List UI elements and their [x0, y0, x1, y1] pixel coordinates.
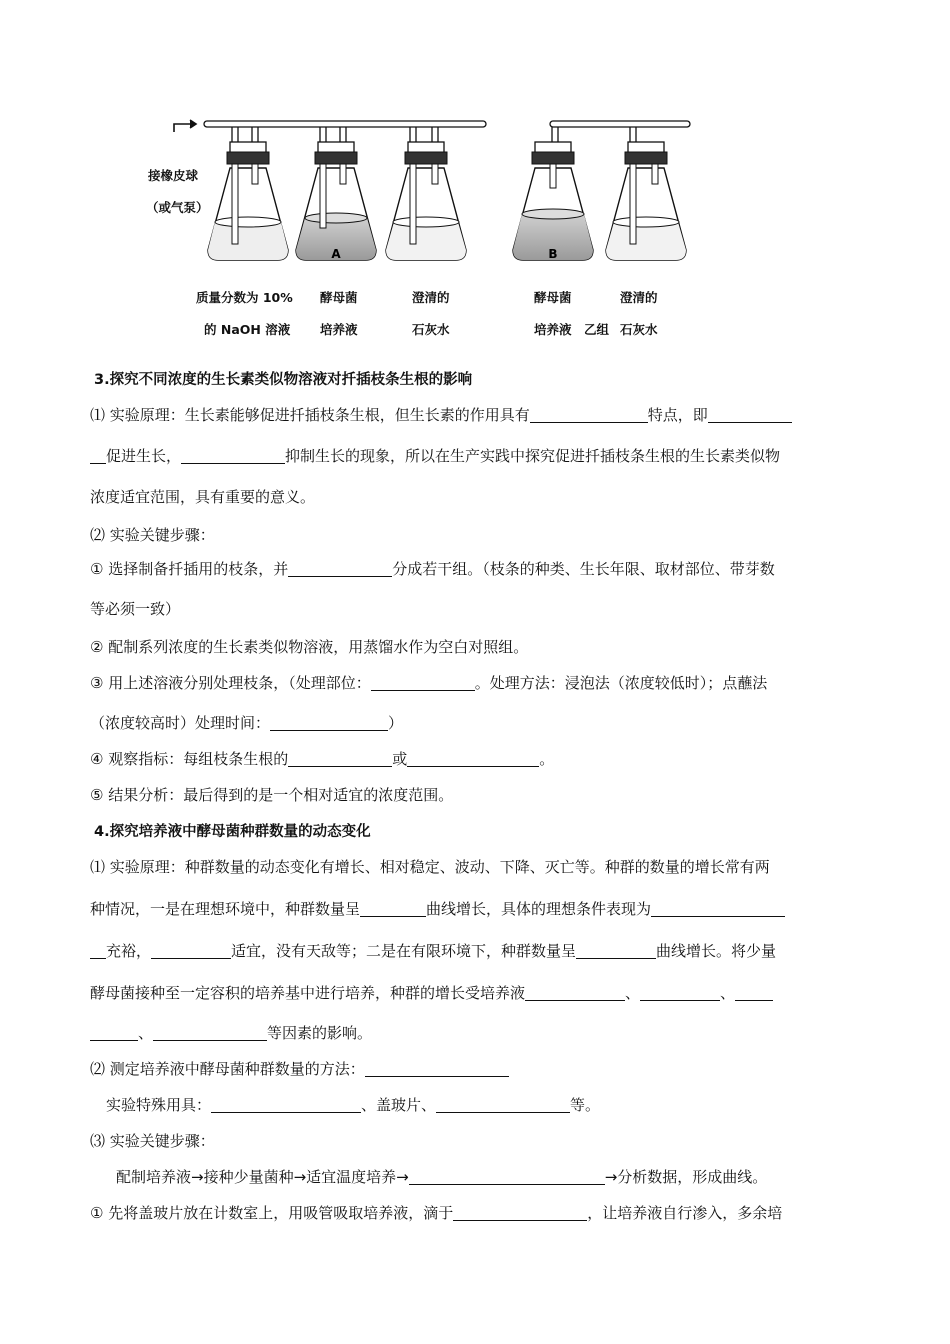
s4-p1b: 种情况，一是在理想环境中，种群数量呈: [90, 900, 361, 918]
s4-s1a: ① 先将盖玻片放在计数室上，用吸管吸取培养液，滴于: [90, 1204, 454, 1222]
s3-s3b: 。处理方法：浸泡法（浓度较低时）；点蘸法: [474, 674, 768, 692]
blank: [365, 1061, 509, 1077]
blank: [153, 1025, 267, 1041]
s4-p1e: 适宜，没有天敌等；二是在有限环境下，种群数量呈: [231, 942, 577, 960]
s4-flow-a: 配制培养液→接种少量菌种→适宜温度培养→: [116, 1168, 409, 1186]
lime-a-label-2: 石灰水: [412, 322, 450, 337]
s4-principle-line2: [90, 898, 785, 919]
s4-p1h: 、: [625, 984, 641, 1002]
s3-step2: ② 配制系列浓度的生长素类似物溶液，用蒸馏水作为空白对照组。: [90, 638, 529, 656]
s3-s4a: ④ 观察指标：每组枝条生根的: [90, 750, 289, 768]
yeast-b-label-2: 培养液: [534, 322, 572, 337]
apparatus-figure: [146, 110, 700, 350]
s4-steps-heading: ⑶ 实验关键步骤：: [90, 1132, 215, 1150]
s3-p1b: 特点，即: [647, 406, 708, 424]
s3-p1a: ⑴ 实验原理：生长素能够促进扦插枝条生根，但生长素的作用具有: [90, 406, 530, 424]
flask-b-letter: B: [548, 247, 558, 261]
s3-principle-line1: [90, 404, 792, 425]
s4-p2: ⑵ 测定培养液中酵母菌种群数量的方法：: [90, 1060, 365, 1078]
s4-p1d: 充裕，: [106, 942, 152, 960]
s3-principle-line3: 浓度适宜范围，具有重要的意义。: [90, 488, 316, 506]
connecting-tubes-group-a: [204, 121, 486, 144]
s4-tools-c: 等。: [570, 1096, 601, 1114]
air-inlet-arrow: [174, 120, 196, 132]
s4-p1k: 等因素的影响。: [267, 1024, 373, 1042]
s4-principle-line1: ⑴ 实验原理：种群数量的动态变化有增长、相对稳定、波动、下降、灭亡等。种群的数量的增长常有两: [90, 858, 770, 876]
lime-a-label-1: 澄清的: [412, 290, 450, 305]
s3-s4b: 或: [392, 750, 408, 768]
s4-p1i: 、: [720, 984, 736, 1002]
blank: [640, 985, 720, 1001]
blank: [288, 751, 392, 767]
blank: [181, 448, 285, 464]
s4-principle-line5: [90, 1022, 372, 1043]
blank: [651, 901, 785, 917]
flask-a-yeast: [296, 142, 376, 260]
blank: [576, 943, 656, 959]
yeast-a-label-1: 酵母菌: [320, 290, 358, 305]
s4-tools-b: 、盖玻片、: [361, 1096, 437, 1114]
blank: [525, 985, 625, 1001]
yeast-a-label-2: 培养液: [320, 322, 358, 337]
group-b-label: 乙组: [584, 322, 610, 337]
blank: [409, 1169, 605, 1185]
s3-s3c: （浓度较高时）处理时间：: [90, 714, 271, 732]
s4-flow: [116, 1166, 767, 1187]
blank: [151, 943, 231, 959]
blank: [530, 407, 648, 423]
lime-b-label-1: 澄清的: [620, 290, 658, 305]
s4-tools: [106, 1094, 600, 1115]
s4-principle-line3: [90, 940, 776, 961]
blank: [708, 407, 792, 423]
s3-s3d: ）: [388, 714, 404, 732]
blank: [288, 561, 392, 577]
flask-limewater-b: [606, 142, 686, 260]
s3-s4c: 。: [539, 750, 555, 768]
pump-label-1: 接橡皮球: [148, 168, 199, 183]
s3-s1b: 分成若干组。（枝条的种类、生长年限、取材部位、带芽数: [392, 560, 775, 578]
s3-step4: [90, 748, 554, 769]
blank: [360, 901, 426, 917]
s3-p1d: 抑制生长的现象，所以在生产实践中探究促进扦插枝条生根的生长素类似物: [285, 447, 781, 465]
s3-s1a: ① 选择制备扦插用的枝条，并: [90, 560, 289, 578]
apparatus-diagram: [160, 110, 700, 350]
section3-title: 3.探究不同浓度的生长素类似物溶液对扦插枝条生根的影响: [94, 372, 473, 388]
section4-title: 4.探究培养液中酵母菌种群数量的动态变化: [94, 824, 371, 840]
s3-p1c: 促进生长，: [106, 447, 182, 465]
s4-method: [90, 1058, 509, 1079]
s3-step1-line2: 等必须一致）: [90, 600, 181, 618]
s3-principle-line2: [90, 445, 780, 466]
lime-b-label-2: 石灰水: [620, 322, 658, 337]
s4-p1f: 曲线增长。将少量: [656, 942, 777, 960]
s4-p1g: 酵母菌接种至一定容积的培养基中进行培养，种群的增长受培养液: [90, 984, 526, 1002]
blank: [90, 448, 106, 464]
blank: [407, 751, 539, 767]
naoh-label-2: 的 NaOH 溶液: [204, 322, 291, 337]
naoh-label-1: 质量分数为 10%: [196, 290, 293, 305]
flask-naoh: [208, 142, 288, 260]
flask-b-yeast: [513, 142, 593, 260]
s4-principle-line4: [90, 982, 773, 1003]
s3-step1-line1: [90, 558, 775, 579]
s4-flow-b: →分析数据，形成曲线。: [604, 1168, 768, 1186]
s4-s1b: ，让培养液自行渗入，多余培: [587, 1204, 783, 1222]
s4-p1j: 、: [138, 1024, 154, 1042]
blank: [90, 943, 106, 959]
s3-s3a: ③ 用上述溶液分别处理枝条，（处理部位：: [90, 674, 371, 692]
s4-tools-a: 实验特殊用具：: [106, 1096, 212, 1114]
pump-label-2: （或气泵）: [146, 200, 209, 215]
s4-step1: [90, 1202, 782, 1223]
connecting-tubes-group-b: [550, 121, 690, 144]
s3-step3-line2: [90, 712, 403, 733]
s4-p1c: 曲线增长，具体的理想条件表现为: [426, 900, 652, 918]
yeast-b-label-1: 酵母菌: [534, 290, 572, 305]
blank: [436, 1097, 570, 1113]
s3-step5: ⑤ 结果分析：最后得到的是一个相对适宜的浓度范围。: [90, 786, 454, 804]
flask-a-letter: A: [331, 247, 341, 261]
blank: [371, 675, 475, 691]
s3-step3-line1: [90, 672, 767, 693]
blank: [735, 985, 773, 1001]
flask-limewater-a: [386, 142, 466, 260]
s3-steps-heading: ⑵ 实验关键步骤：: [90, 526, 215, 544]
blank: [270, 715, 388, 731]
blank: [211, 1097, 361, 1113]
blank: [90, 1025, 138, 1041]
blank: [453, 1205, 587, 1221]
